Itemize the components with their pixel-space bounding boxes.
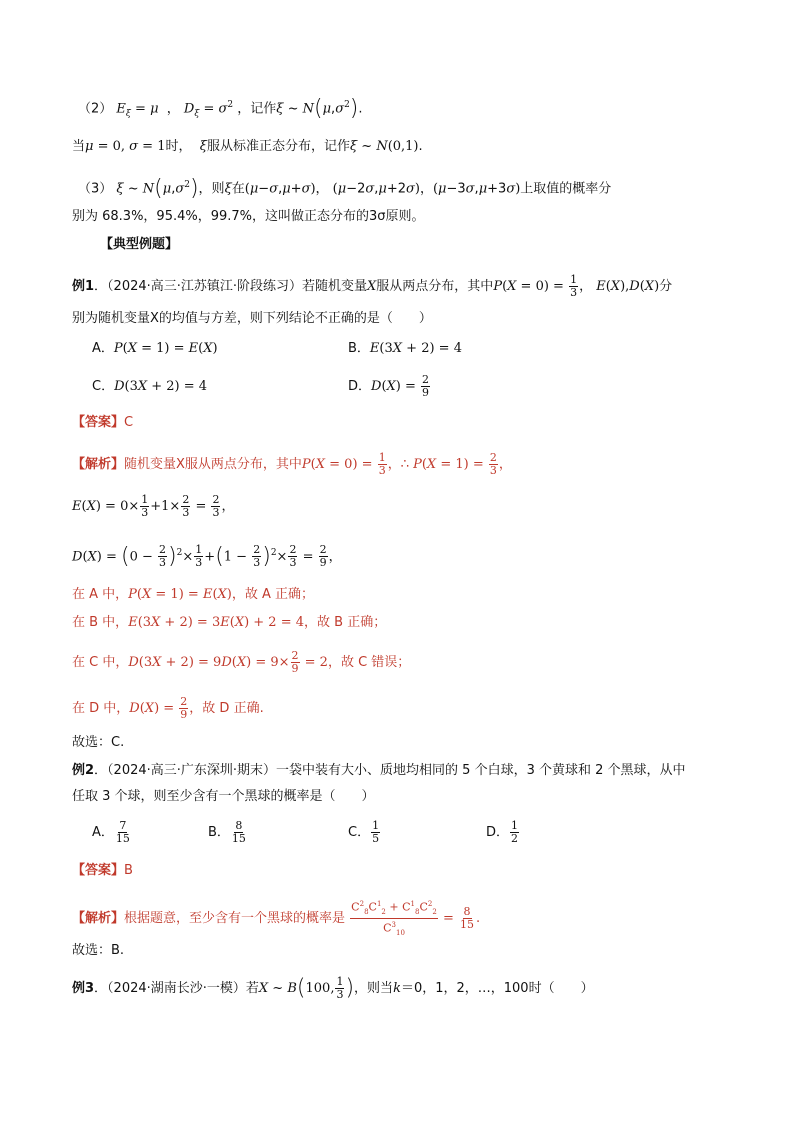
example-2-choose: 故选：B. [72,943,125,958]
variance-calc: D(X) = (0 − $\frac{2}{3}$ )$^2$× $\frac{1}{3}$ +(1 − $\frac{2}{3}$ )$^2$× $\frac{2}{3}$ = $\frac{2}{9}$ ， [72,543,342,570]
example-2-option-b[interactable]: B． $\frac{8}{15}$ [208,819,246,845]
example-3-stem: 例3．（2024·湖南长沙·一模）若X ~ B(100, $\frac{1}{3}$ )，则当k＝0，1，2，…，100时（ ） [72,975,594,1001]
expectation-calc: E(X) = 0× $\frac{1}{3}$ +1× $\frac{2}{3}$ = $\frac{2}{3}$ ， [72,493,235,519]
standard-normal-line: 当μ = 0, σ = 1时， ξ服从标准正态分布，记作ξ ~ N(0,1). [72,139,423,154]
example-2-option-c[interactable]: C． $\frac{1}{5}$ [348,819,380,845]
section-title: 【典型例题】 [100,237,179,252]
example-2-analysis: 【解析】根据题意，至少含有一个黑球的概率是 $\frac{C^2_8C^1_2 + C^1_8C^2_2}{C^3_{10}}$ = $\frac{8}{15}$ . [72,900,481,937]
check-d: 在 D 中，D(X) = $\frac{2}{9}$ ，故 D 正确. [72,695,264,721]
example-1-option-b[interactable]: B．E(3X + 2) = 4 [348,341,462,356]
example-1-choose: 故选：C. [72,735,125,750]
example-1-analysis: 【解析】随机变量X服从两点分布，其中P(X = 0) = $\frac{1}{3}$ ，∴ P(X = 1) = $\frac{2}{3}$ ， [72,451,512,477]
example-2-stem: 例2．（2024·高三·广东深圳·期末）一袋中装有大小、质地均相同的 5 个白球，3 个黄球和 2 个黑球，从中 [72,763,686,778]
example-2-stem-line2: 任取 3 个球，则至少含有一个黑球的概率是（ ） [72,789,375,804]
example-2-option-a[interactable]: A． $\frac{7}{15}$ [92,819,130,845]
example-1-option-c[interactable]: C．D(3X + 2) = 4 [92,379,208,394]
example-2-answer: 【答案】B [72,863,133,878]
three-sigma-rule: 别为 68.3%，95.4%，99.7%，这叫做正态分布的3σ原则。 [72,209,425,224]
check-c: 在 C 中，D(3X + 2) = 9D(X) = 9× $\frac{2}{9}$ = 2，故 C 错误； [72,649,411,675]
example-1-answer: 【答案】C [72,415,134,430]
example-1-stem-line2: 别为随机变量X的均值与方差，则下列结论不正确的是（ ） [72,311,432,326]
check-b: 在 B 中，E(3X + 2) = 3E(X) + 2 = 4，故 B 正确； [72,615,387,630]
example-1-stem: 例1．（2024·高三·江苏镇江·阶段练习）若随机变量X服从两点分布，其中P(X = 0) = $\frac{1}{3}$ ， E(X),D(X)分 [72,273,673,299]
example-2-option-d[interactable]: D． $\frac{1}{2}$ [486,819,519,845]
check-a: 在 A 中，P(X = 1) = E(X)，故 A 正确； [72,587,315,602]
formula-line-3: （3） ξ ~ $N(\mu,\sigma^2)$，则ξ在(μ−σ,μ+σ)， (μ−2σ,μ+2σ)，(μ−3σ,μ+3σ)上取值的概率分 [78,175,612,201]
example-1-option-d[interactable]: D．D(X) = $\frac{2}{9}$ [348,373,430,399]
formula-line-2: （2） $E_\xi = \mu$ ， $D_\xi = \sigma^2$ ，记作ξ ~ $N(\mu,\sigma^2)$. [78,95,363,121]
example-1-option-a[interactable]: A．P(X = 1) = E(X) [92,341,218,356]
